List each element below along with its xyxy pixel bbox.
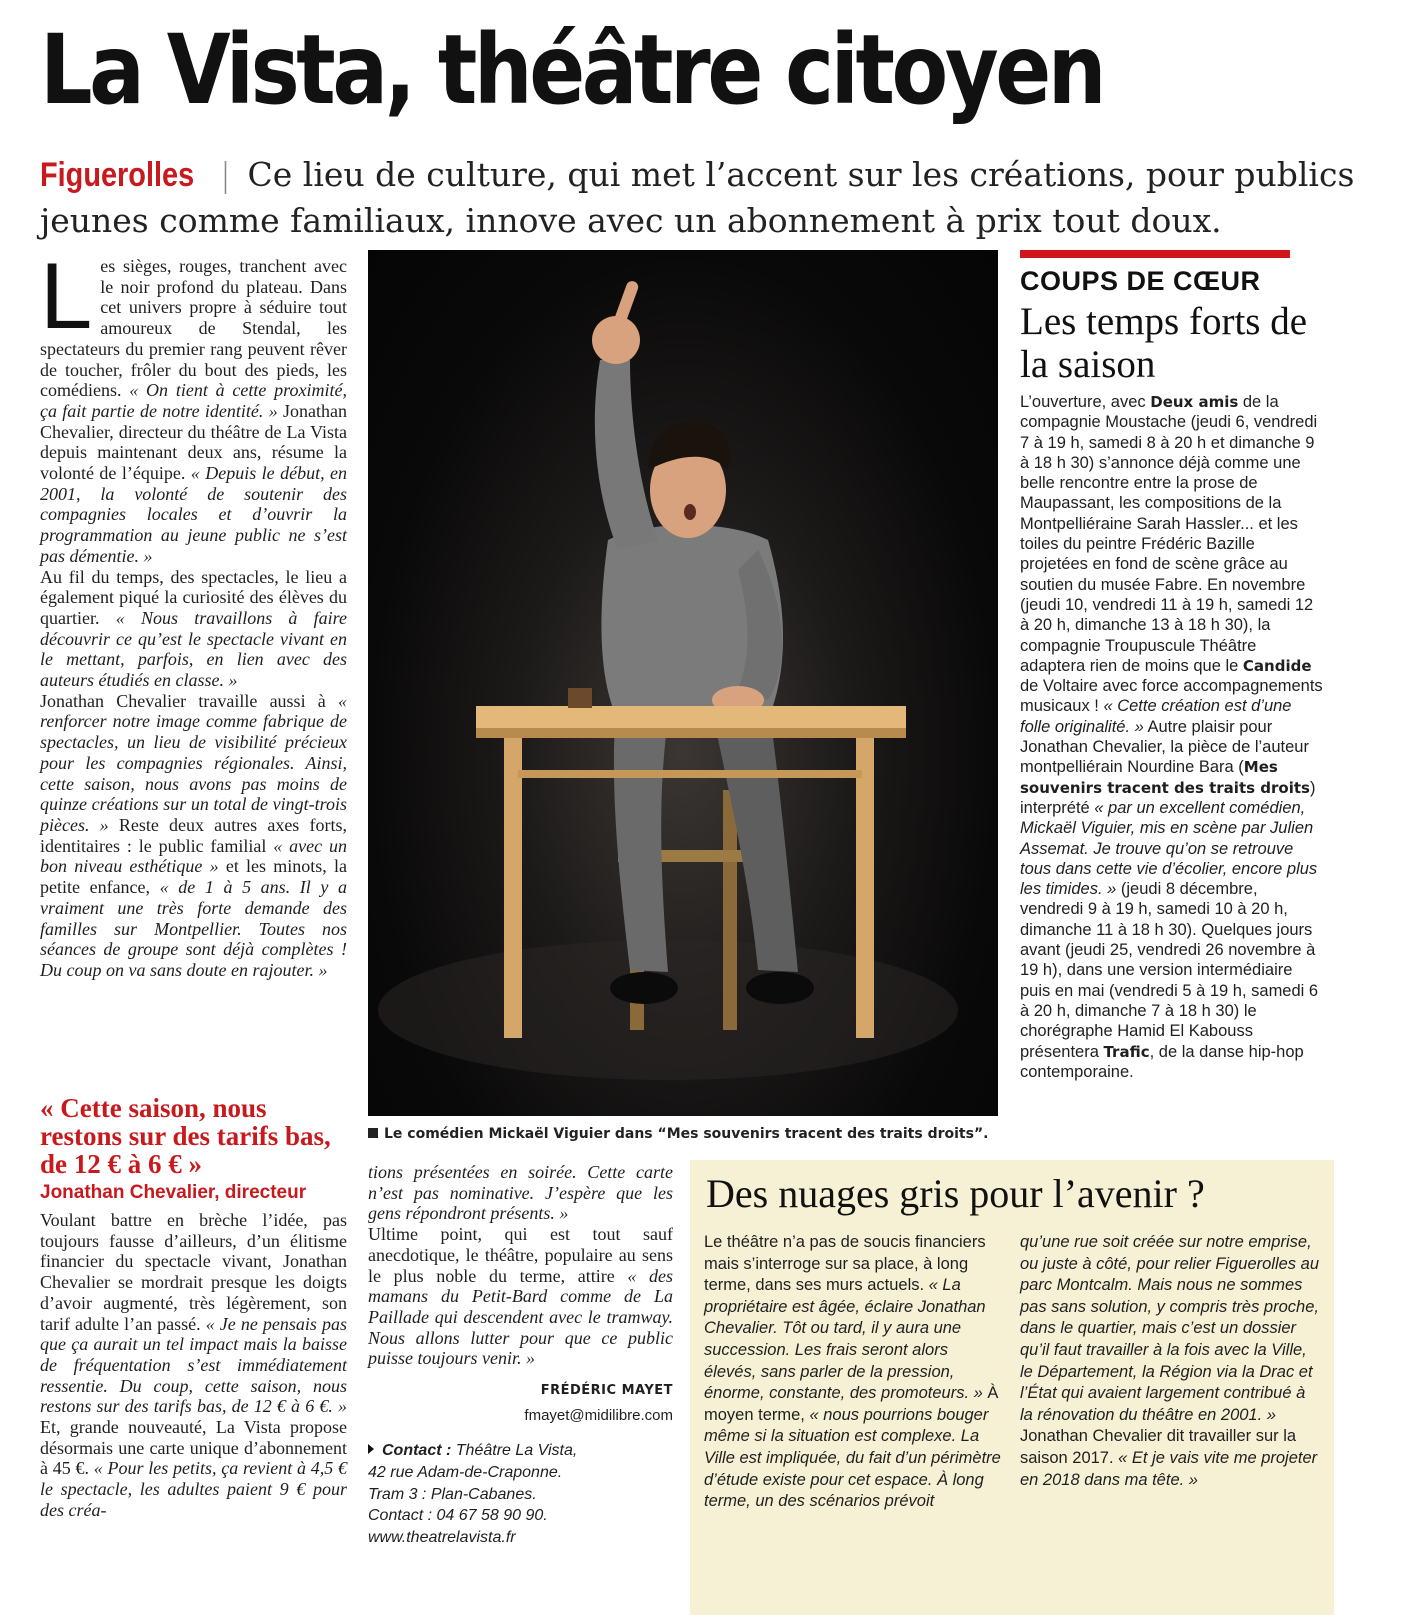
text-run: Le théâtre n’a pas de soucis financiers mais s’interroge sur sa place, à long terme, dans ses murs actuels. — [704, 1233, 986, 1295]
contact-website[interactable]: www.theatrelavista.fr — [368, 1528, 516, 1546]
drop-cap: L — [40, 243, 93, 348]
contact-label: Contact : — [382, 1442, 452, 1460]
text-run: es sièges, rouges, tranchent avec le noir profond du plateau. Dans cet univers propre à séduire tout amoureux de Stendal, les spectateurs du premier rang peuvent rêver de toucher, frôler du bout des pieds, les comédiens. — [40, 256, 347, 401]
quote-run: « avec un bon niveau esthétique » — [40, 835, 348, 877]
pull-quote-author: Jonathan Chevalier, directeur — [40, 1182, 307, 1203]
author-email[interactable]: fmayet@midilibre.com — [524, 1406, 673, 1424]
contact-block — [368, 1440, 673, 1548]
show-title: Trafic — [1103, 1042, 1150, 1061]
sidebar-text — [1020, 392, 1325, 1082]
text-run: Voulant battre en brèche l’idée, pas toujours fausse d’ailleurs, d’un élitisme financier du spectacle vivant, Jonathan Chevalier se mordrait presque les doigts d’avoir augmenté, très légèrement, son tarif adulte l’an passé. — [40, 1210, 347, 1334]
quote-run: « nous pourrions bouger même si la situation est complexe. La Ville est impliquée, du fait d’un périmètre d’étude existe pour cet espace. À long terme, un des scénarios prévoit — [704, 1405, 1001, 1511]
text-run: , de la danse hip-hop contemporaine. — [1020, 1042, 1304, 1081]
deck-kicker: Figuerolles — [40, 156, 195, 194]
text-run: Jonathan Chevalier travaille aussi à — [40, 690, 338, 711]
photo-caption — [368, 1126, 1008, 1142]
sidebar-coups-de-coeur — [1020, 250, 1325, 1082]
paragraph-6 — [368, 1224, 673, 1369]
text-run: Jonathan Chevalier dit travailler sur la saison 2017. — [1020, 1427, 1297, 1467]
text-run: Jonathan Chevalier, directeur du théâtre de La Vista depuis maintenant deux ans, résume la volonté de l’équipe. — [40, 400, 348, 484]
text-run: de Voltaire avec force accompagnements musicaux ! — [1020, 677, 1323, 716]
quote-run: « Et je vais vite me projeter en 2018 dans ma tête. » — [1020, 1448, 1318, 1489]
text-run: À moyen terme, — [704, 1384, 999, 1424]
article-column-1 — [40, 243, 348, 981]
caption-text: Le comédien Mickaël Viguier dans “Mes souvenirs tracent des traits droits”. — [384, 1126, 989, 1142]
text-run: (jeudi 8 décembre, vendredi 9 à 19 h, samedi 10 à 20 h, dimanche 11 à 18 h 30). Quelques jours avant (jeudi 25, vendredi 26 novembre à 19 h), dans une version intermédiaire puis en mai (vendredi 5 à 19 h, samedi 6 à 20 h, dimanche 7 à 18 h 30) le chorégraphe Hamid El Kabouss présentera — [1020, 880, 1319, 1061]
quote-run: « Depuis le début, en 2001, la volonté de soutenir des compagnies locales et d’ouvrir la programmation au jeune public ne s’est pas démentie. » — [40, 463, 347, 566]
contact-line: Théâtre La Vista, — [455, 1442, 578, 1460]
pull-quote: « Cette saison, nous restons sur des tarifs bas, de 12 € à 6 € » — [40, 1093, 331, 1179]
deck-separator: | — [219, 155, 231, 194]
quote-run: qu’une rue soit créée sur notre emprise, ou juste à côté, pour relier Figuerolles au parc Montcalm. Mais nous ne sommes pas sans solution, y compris très proche, dans le quartier, mais c’est un dossier qu’il faut travailler à la fois avec la Ville, le Département, la Région via la Drac et l’État qui avaient largement contribué à la rénovation du théâtre en 2001. » — [1020, 1233, 1319, 1424]
contact-line: Contact : 04 67 58 90 90. — [368, 1507, 548, 1525]
quote-run: « de 1 à 5 ans. Il y a vraiment une très forte demande des familles sur Montpellier. Toutes nos séances de groupe sont déjà complètes ! Du coup on va sans doute en rajouter. » — [40, 877, 347, 980]
text-run: Autre plaisir pour Jonathan Chevalier, la pièce de l’auteur montpelliérain Nourdine Bara ( — [1020, 717, 1309, 777]
quote-run: « par un excellent comédien, Mickaël Viguier, mis en scène par Julien Assemat. Je trouve qu’on se retrouve tous dans cette vie d’écolier, encore plus les timides. » — [1020, 798, 1318, 899]
show-title: Candide — [1242, 656, 1312, 675]
pull-quote-block — [40, 1094, 347, 1204]
text-run: et les minots, la petite enfance, — [40, 856, 347, 898]
article-column-1-continued — [40, 1210, 347, 1521]
quote-run: « Pour les petits, ça revient à 4,5 € le spectacle, les adultes paient 9 € pour des créa- — [40, 1458, 347, 1520]
text-run: ) interprété — [1020, 778, 1316, 817]
paragraph-4 — [40, 1210, 347, 1521]
text-run: Et, grande nouveauté, La Vista propose désormais une carte unique d’abonnement à 45 €. — [40, 1417, 347, 1479]
paragraph-3 — [40, 691, 347, 981]
paragraph-5 — [368, 1162, 673, 1224]
sidebar-title: Les temps forts de la saison — [1020, 300, 1308, 386]
contact-line: 42 rue Adam-de-Craponne. — [368, 1464, 563, 1482]
headline: La Vista, théâtre citoyen — [40, 14, 1104, 126]
text-run: de la compagnie Moustache (jeudi 6, vendredi 7 à 19 h, samedi 8 à 20 h et dimanche 9 à 18 h 30) s’annonce déjà comme une belle rencontre entre la prose de Maupassant, les compositions de la Montpelliéraine Sarah Hassler... et les toiles du peintre Frédéric Bazille projetées en fond de scène grâce au soutien du musée Fabre. En novembre (jeudi 10, vendredi 11 à 19 h, samedi 12 à 20 h, dimanche 13 à 18 h 30), la compagnie Troupuscule Théâtre adaptera rien de moins que le — [1020, 393, 1318, 675]
paragraph-2 — [40, 567, 347, 691]
quote-run: « Nous travaillons à faire découvrir ce qu’est le spectacle vivant en le mettant, parfois, en lien avec des auteurs étudiés en classe. » — [40, 607, 347, 691]
quote-run: tions présentées en soirée. Cette carte n’est pas nominative. J’espère que les gens répondront présents. » — [368, 1162, 673, 1224]
quote-run: « des mamans du Petit-Bard comme de La Paillade qui descendent avec le tramway. Nous allons lutter pour que ce public puisse toujours venir. » — [368, 1265, 674, 1369]
contact-line: Tram 3 : Plan-Cabanes. — [368, 1485, 537, 1503]
sidebar-red-rule — [1020, 250, 1290, 258]
quote-run: « Cette création est d’une folle originalité. » — [1020, 697, 1292, 736]
stage-photo — [368, 250, 998, 1116]
actor-illustration — [368, 250, 998, 1116]
caption-bullet-icon — [368, 1128, 378, 1138]
paragraph-1 — [40, 243, 348, 567]
quote-run: « La propriétaire est âgée, éclaire Jonathan Chevalier. Tôt ou tard, il y aura une succession. Les frais seront alors élevés, sans parler de la pression, énorme, constante, des promoteurs. » — [704, 1276, 986, 1403]
deck — [40, 152, 1370, 244]
text-run: Reste deux autres axes forts, identitaires : le public familial — [40, 814, 347, 856]
sidebar-kicker: COUPS DE CŒUR — [1020, 266, 1261, 296]
box-column-left — [704, 1232, 1004, 1513]
show-title: Mes souvenirs tracent des traits droits — [1020, 758, 1310, 797]
text-run: L’ouverture, avec — [1020, 393, 1151, 411]
contact-arrow-icon — [368, 1444, 374, 1454]
quote-run: « On tient à cette proximité, ça fait partie de notre identité. » — [40, 380, 347, 421]
quote-run: « Je ne pensais pas que ça aurait un tel impact mais la baisse de fréquentation s’est immédiatement ressentie. Du coup, cette saison, nous restons sur des tarifs bas, de 12 € à 6 €. » — [40, 1313, 347, 1417]
quote-run: « renforcer notre image comme fabrique de spectacles, un lieu de visibilité précieux pour les compagnies régionales. Ainsi, cette saison, nous avons pas moins de quinze créations sur un total de vingt-trois pièces. » — [40, 690, 347, 835]
article-column-2 — [368, 1162, 673, 1548]
future-box — [690, 1160, 1334, 1615]
author-signature: FRÉDÉRIC MAYET — [540, 1383, 673, 1399]
text-run: Ultime point, qui est tout sauf anecdotique, le théâtre, populaire au sens le plus noble du terme, attire — [368, 1224, 673, 1286]
deck-text: Ce lieu de culture, qui met l’accent sur les créations, pour publics jeunes comme familiaux, innove avec un abonnement à prix tout doux. — [40, 155, 1355, 240]
box-title: Des nuages gris pour l’avenir ? — [706, 1171, 1205, 1216]
text-run: Au fil du temps, des spectacles, le lieu a également piqué la curiosité des élèves du quartier. — [40, 566, 347, 628]
box-column-right — [1020, 1232, 1320, 1491]
show-title: Deux amis — [1150, 393, 1239, 411]
